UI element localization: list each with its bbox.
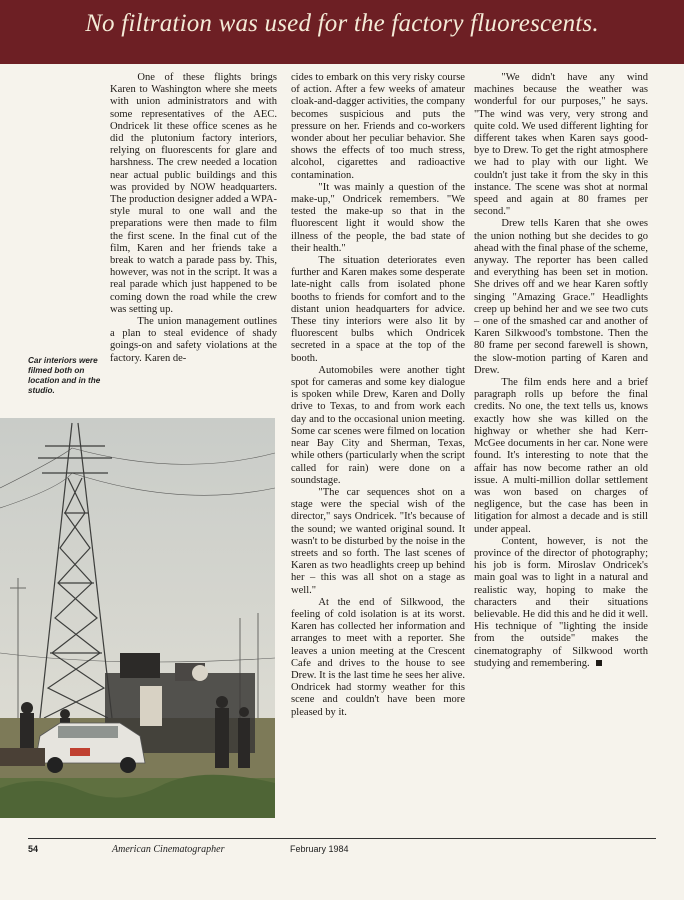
paragraph: "The car sequences shot on a stage were the special wish of the director," says Ondricek. "It's because of the sound; we wanted original sound. It wasn't to be disturbed by the noise in the streets and so forth. The last scenes of Karen as two headlights creep up behind her – this was all shot on a stage as well." xyxy=(291,486,465,596)
issue-date: February 1984 xyxy=(290,844,349,854)
paragraph: "It was mainly a question of the make-up," Ondricek remembers. "We tested the make-up so that in the fluorescent light it would show the illness of the people, the bad state of their health." xyxy=(291,181,465,254)
paragraph: Automobiles were another tight spot for cameras and some key dialogue is spoken while Drew, Karen and Dolly drive to Texas, to and from work each day and to the occasional union meeting. Some car scenes were filmed on location near Bay City and Sherman, Texas, while others (particularly when the script called for rain) were done on a soundstage. xyxy=(291,364,465,486)
location-photo xyxy=(0,418,275,818)
paragraph: At the end of Silkwood, the feeling of cold isolation is at its worst. Karen has collected her information and arranges to meet with a reporter. She leaves a union meeting at the Crescent Cafe and drives to the house to see Drew. It is the last time he sees her alive. Ondricek had stormy weather for this scene and couldn't have been more pleased by it. xyxy=(291,596,465,718)
paragraph-last xyxy=(474,536,648,670)
page-number: 54 xyxy=(28,844,39,854)
paragraph: cides to embark on this very risky course of action. After a few weeks of amateur cloak-and-dagger activities, the company becomes suspicious and puts the pressure on her. Friends and co-workers wonder about her peculiar behavior. She shows the effects of too much stress, alcohol, cigarettes and radioactive contamination. xyxy=(291,72,465,181)
paragraph-text: Content, however, is not the province of the director of photography; his job is form. Miroslav Ondricek's main goal was to light in a natural and realistic way, hoping to make the characters and their situations believable. He did this and he did it well. His technique of "lighting the inside from the outside" makes the cinematography of Silkwood worth studying and remembering. xyxy=(474,535,648,669)
paragraph: One of these flights brings Karen to Washington where she meets with union administrators and with some representatives of the AEC. Ondricek lit these office scenes as he did the plutonium factory interiors, relying on fluorescents for glare and harshness. The crew needed a location near actual public buildings and this was provided by NOW headquarters. The production designer added a WPA-style mural to one wall and the preparations were then made to film the first scene. In the final cut of the film, Karen and her friends take a break to watch a parade pass by. This, however, was not in the script. It was a real parade which just happened to be coming down the road while the crew was setting up. xyxy=(110,72,277,315)
paragraph: The situation deteriorates even further and Karen makes some desperate late-night calls from isolated phone booths to friends for comfort and to the distant union headquarters for advice. These tiny interiors were also lit by fluorescent bulbs which Ondricek secreted in a space at the top of the booth. xyxy=(291,255,465,364)
paragraph: The film ends here and a brief paragraph rolls up before the final credits. No one, the text tells us, knows exactly how she was killed on the highway or whether she had Kerr-McGee documents in her car. None were found. It's interesting to note that the affair has now become rather an old issue. A multi-million dollar settlement was won based on charges of negligence, but the case has been in litigation for almost a decade and is still under appeal. xyxy=(474,377,648,535)
article-column-1 xyxy=(110,72,277,365)
article-column-3 xyxy=(474,72,648,670)
banner-title: No filtration was used for the factory fluorescents. xyxy=(85,10,599,37)
photo-caption: Car interiors were filmed both on location and in the studio. xyxy=(28,356,101,395)
footer-rule xyxy=(28,838,656,839)
magazine-name: American Cinematographer xyxy=(112,844,225,855)
article-column-2 xyxy=(291,72,465,719)
end-mark-icon xyxy=(596,660,602,666)
header-banner xyxy=(0,0,684,64)
paragraph: The union management outlines a plan to steal evidence of shady goings-on and safety violations at the factory. Karen de- xyxy=(110,316,277,364)
paragraph: "We didn't have any wind machines because the weather was wonderful for our purposes," he says. "The wind was very, very strong and quite cold. We used different lighting for different takes when Karen says good-bye to Drew. To get the right atmosphere we had to play with our light. We couldn't just take it from the sky in this instance. The scene was shot at normal speed and again at 80 frames per second." xyxy=(474,72,648,218)
paragraph: Drew tells Karen that she owes the union nothing but she decides to go ahead with the final phase of the scheme, anyway. The reporter has been called and everything has been set in motion. She drives off and we hear Karen softly singing "Amazing Grace." Headlights creep up behind her and we see two cuts – one of the smashed car and another of Karen Silkwood's tombstone. Then the 80 frame per second farewell is shown, the slow-motion parting of Karen and Drew. xyxy=(474,218,648,376)
